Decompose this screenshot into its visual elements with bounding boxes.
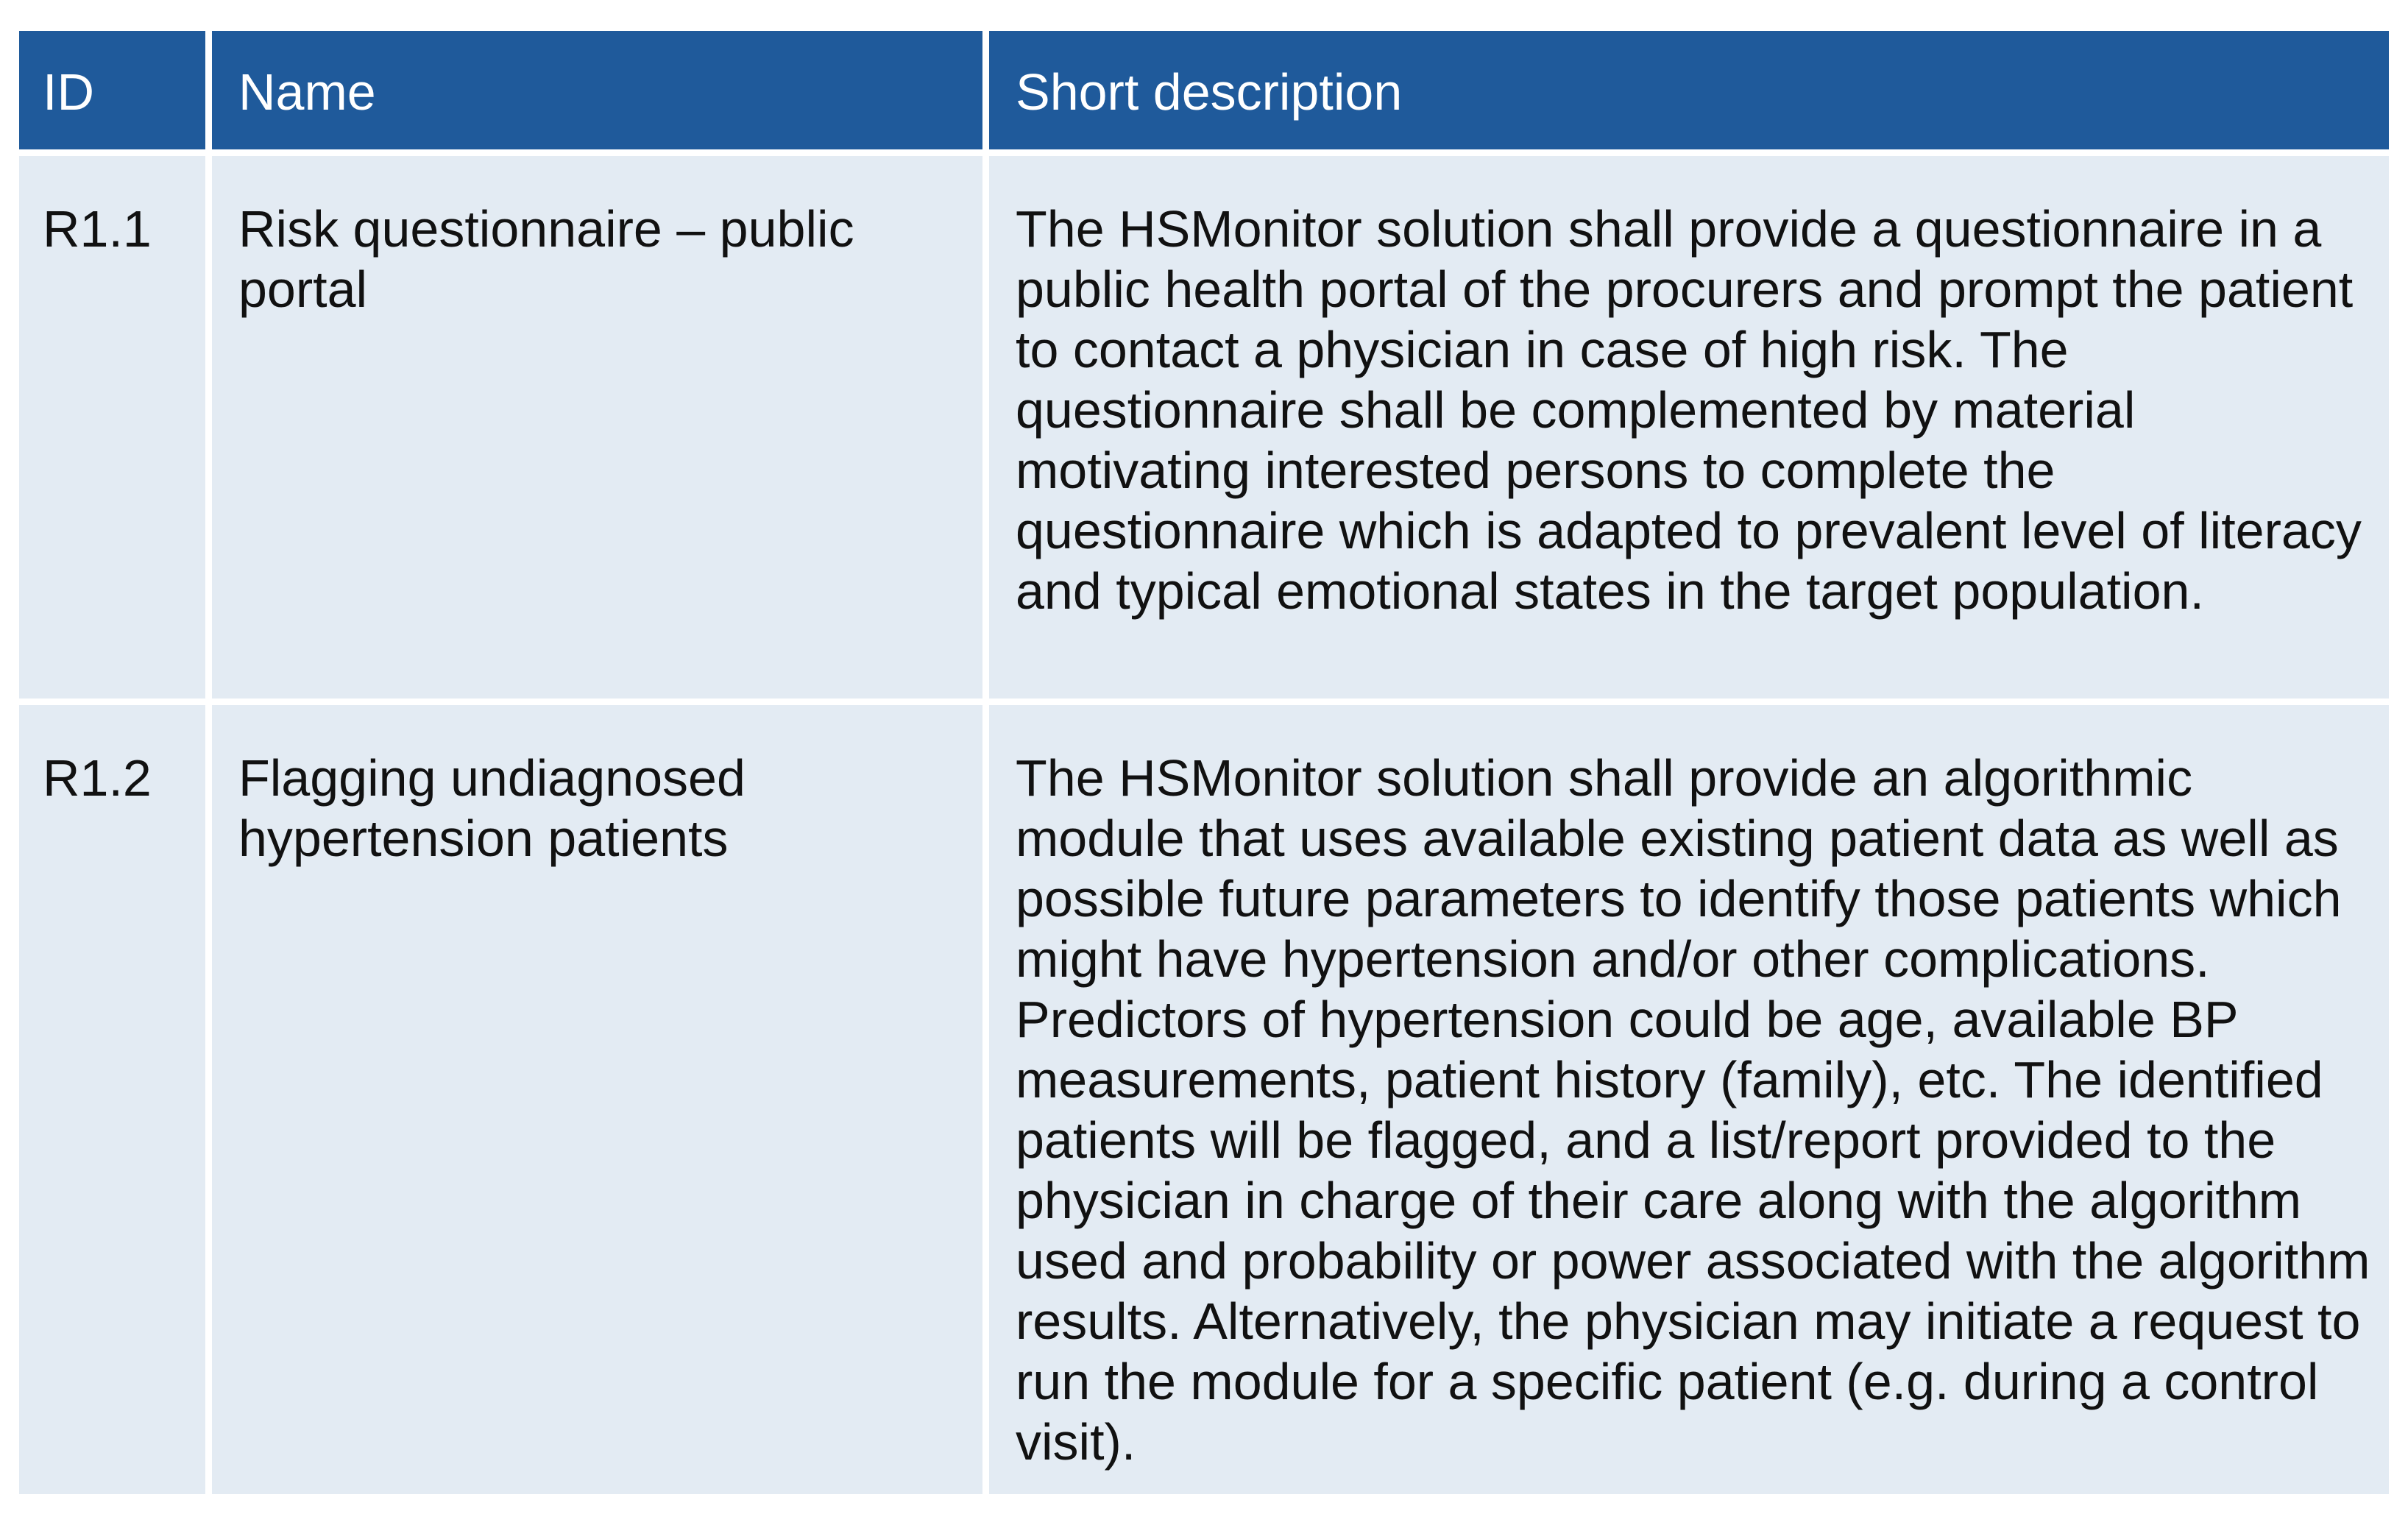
table-header: [19, 31, 2389, 156]
cell-description: The HSMonitor solution shall provide an algorithmic module that uses available existing patient data as well as possible future parameters to identify those patients which might have hypertension and/or other complications. Predictors of hypertension could be age, available BP measurements, patient history (family), etc. The identified patients will be flagged, and a list/report provided to the physician in charge of their care along with the algorithm used and probability or power associated with the algorithm results. Alternatively, the physician may initiate a request to run the module for a specific patient (e.g. during a control visit).: [989, 705, 2389, 1501]
header-description: Short description: [989, 31, 2389, 156]
cell-name: Flagging undiagnosed hypertension patients: [212, 705, 989, 1501]
cell-id: R1.2: [19, 705, 212, 1501]
cell-name: Risk questionnaire – public portal: [212, 156, 989, 705]
cell-description: The HSMonitor solution shall provide a questionnaire in a public health portal of the procurers and prompt the patient to contact a physician in case of high risk. The questionnaire shall be complemented by material motivating interested persons to complete the questionnaire which is adapted to prevalent level of literacy and typical emotional states in the target population.: [989, 156, 2389, 705]
header-name: Name: [212, 31, 989, 156]
header-row: [19, 31, 2389, 156]
table-row: [19, 156, 2389, 705]
table-row: [19, 705, 2389, 1501]
table-body: [19, 156, 2389, 1501]
requirements-table: [19, 31, 2389, 1501]
cell-id: R1.1: [19, 156, 212, 705]
header-id: ID: [19, 31, 212, 156]
